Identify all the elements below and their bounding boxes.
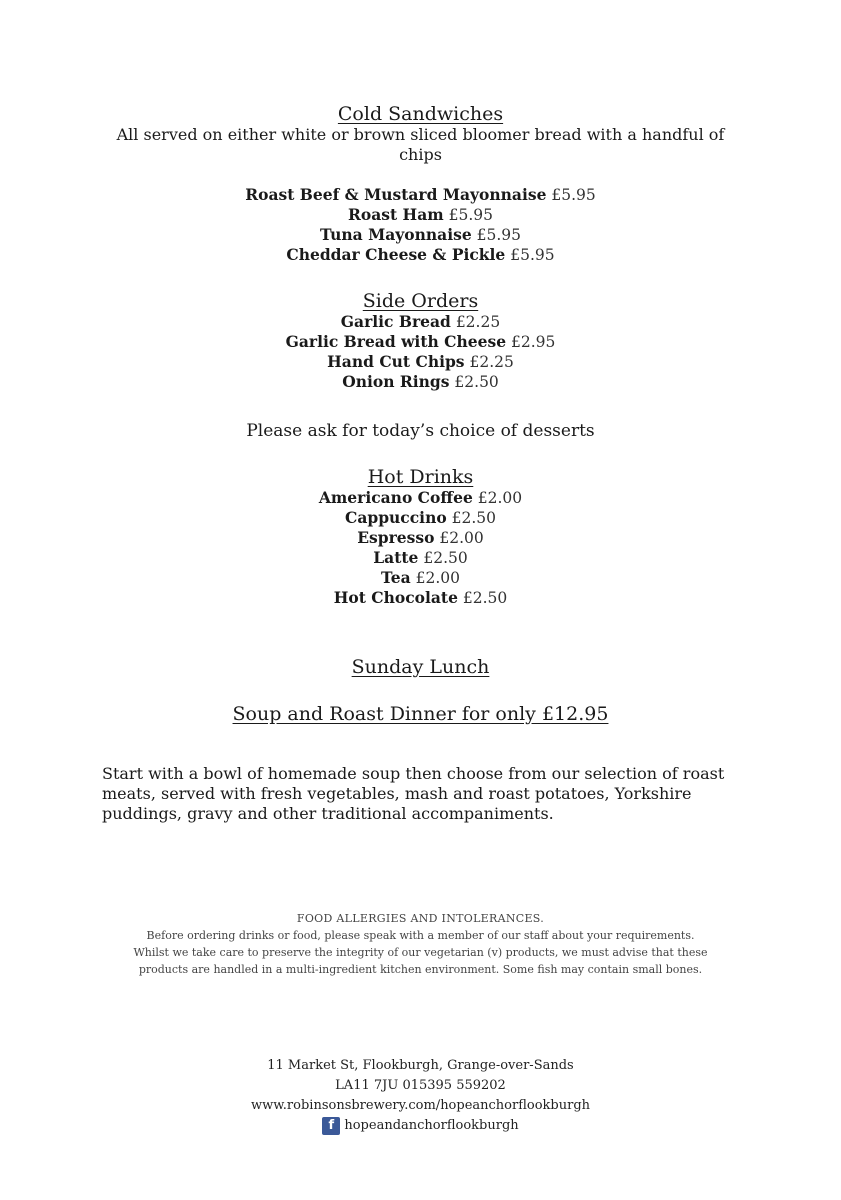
hot-drinks-section bbox=[0, 466, 841, 608]
item-name: Garlic Bread bbox=[340, 312, 451, 331]
item-price: £2.00 bbox=[439, 529, 484, 547]
cold-sandwiches-heading: Cold Sandwiches bbox=[337, 103, 504, 125]
menu-item bbox=[0, 588, 841, 608]
website-link[interactable]: www.robinsonsbrewery.com/hopeanchorflookburgh bbox=[250, 1098, 591, 1113]
facebook-icon: f bbox=[322, 1117, 340, 1135]
item-price: £2.50 bbox=[462, 589, 508, 607]
menu-item bbox=[0, 245, 841, 265]
sunday-lunch-section bbox=[0, 656, 841, 725]
item-name: Hand Cut Chips bbox=[327, 352, 465, 371]
sunday-lunch-offer: Soup and Roast Dinner for only £12.95 bbox=[232, 703, 609, 725]
cold-sandwiches-section bbox=[0, 103, 841, 265]
menu-item bbox=[0, 548, 841, 568]
item-name: Onion Rings bbox=[342, 372, 450, 391]
cold-sandwiches-list bbox=[0, 185, 841, 265]
menu-item bbox=[0, 508, 841, 528]
item-price: £2.25 bbox=[469, 353, 514, 371]
item-name: Espresso bbox=[357, 528, 435, 547]
facebook-handle: hopeandanchorflookburgh bbox=[344, 1118, 519, 1133]
item-name: Roast Ham bbox=[348, 205, 444, 224]
allergy-line: Whilst we take care to preserve the integrity of our vegetarian (v) products, we must advise that these bbox=[133, 946, 708, 959]
item-price: £2.25 bbox=[455, 313, 501, 331]
allergy-title: FOOD ALLERGIES AND INTOLERANCES. bbox=[296, 912, 545, 925]
item-price: £5.95 bbox=[510, 246, 555, 264]
menu-item bbox=[0, 312, 841, 332]
menu-item bbox=[0, 528, 841, 548]
allergy-notice bbox=[0, 910, 841, 978]
item-price: £2.00 bbox=[415, 569, 460, 587]
menu-item bbox=[0, 205, 841, 225]
address-postcode-phone: LA11 7JU 015395 559202 bbox=[335, 1078, 506, 1093]
item-price: £5.95 bbox=[448, 206, 493, 224]
side-orders-section bbox=[0, 290, 841, 392]
item-price: £2.95 bbox=[511, 333, 556, 351]
menu-item bbox=[0, 185, 841, 205]
allergy-line: Before ordering drinks or food, please speak with a member of our staff about your requirements. bbox=[146, 929, 695, 942]
menu-item bbox=[0, 372, 841, 392]
item-price: £2.50 bbox=[454, 373, 499, 391]
menu-item bbox=[0, 568, 841, 588]
menu-item bbox=[0, 488, 841, 508]
menu-item bbox=[0, 352, 841, 372]
item-price: £2.00 bbox=[477, 489, 523, 507]
item-price: £2.50 bbox=[451, 509, 496, 527]
menu-item bbox=[0, 332, 841, 352]
item-name: Hot Chocolate bbox=[333, 588, 458, 607]
sunday-lunch-heading: Sunday Lunch bbox=[351, 656, 490, 678]
item-name: Tea bbox=[381, 568, 411, 587]
facebook-link[interactable] bbox=[322, 1116, 518, 1136]
item-name: Garlic Bread with Cheese bbox=[285, 332, 507, 351]
sunday-lunch-description: Start with a bowl of homemade soup then choose from our selection of roast meats, served with fresh vegetables, mash and roast potatoes, Yorkshire puddings, gravy and other traditional accompaniments. bbox=[102, 764, 725, 823]
item-name: Tuna Mayonnaise bbox=[319, 225, 472, 244]
item-name: Cheddar Cheese & Pickle bbox=[286, 245, 506, 264]
item-price: £5.95 bbox=[476, 226, 521, 244]
item-name: Americano Coffee bbox=[318, 488, 473, 507]
allergy-line: products are handled in a multi-ingredient kitchen environment. Some fish may contain small bones. bbox=[138, 963, 703, 976]
menu-item bbox=[0, 225, 841, 245]
address-line: 11 Market St, Flookburgh, Grange-over-Sands bbox=[267, 1058, 574, 1073]
cold-sandwiches-description: All served on either white or brown sliced bloomer bread with a handful of chips bbox=[116, 125, 725, 164]
footer bbox=[0, 1056, 841, 1136]
hot-drinks-heading: Hot Drinks bbox=[367, 466, 474, 488]
item-name: Cappuccino bbox=[344, 508, 447, 527]
item-name: Latte bbox=[373, 548, 419, 567]
desserts-note: Please ask for today’s choice of desserts bbox=[246, 421, 595, 441]
item-price: £5.95 bbox=[551, 186, 596, 204]
side-orders-heading: Side Orders bbox=[362, 290, 479, 312]
item-name: Roast Beef & Mustard Mayonnaise bbox=[245, 185, 547, 204]
item-price: £2.50 bbox=[423, 549, 468, 567]
